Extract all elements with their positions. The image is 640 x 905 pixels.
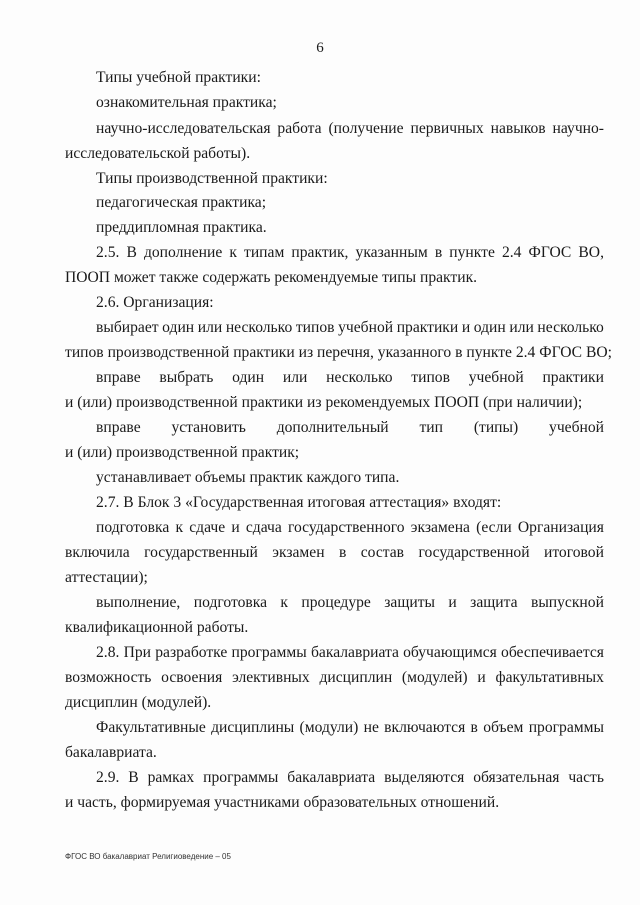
text-line: квалификационной работы. bbox=[65, 619, 249, 636]
text-line: 2.6. Организация: bbox=[96, 294, 214, 311]
text-line: Факультативные дисциплины (модули) не включаются в объем программы bbox=[96, 719, 604, 736]
text-line: 2.9. В рамках программы бакалавриата выделяются обязательная часть bbox=[96, 769, 604, 786]
text-line: устанавливает объемы практик каждого типа. bbox=[96, 469, 400, 486]
text-line: и часть, формируемая участниками образовательных отношений. bbox=[65, 794, 500, 811]
text-line: Типы учебной практики: bbox=[96, 69, 261, 86]
text-line: педагогическая практика; bbox=[96, 194, 267, 211]
text-line: 2.8. При разработке программы бакалавриата обучающимся обеспечивается bbox=[96, 644, 604, 661]
text-line: дисциплин (модулей). bbox=[65, 694, 212, 711]
text-line: 2.5. В дополнение к типам практик, указанным в пункте 2.4 ФГОС ВО, bbox=[96, 244, 604, 261]
text-line: типов производственной практики из перечня, указанного в пункте 2.4 ФГОС ВО; bbox=[65, 344, 612, 361]
text-line: выполнение, подготовка к процедуре защиты и защита выпускной bbox=[96, 594, 604, 611]
text-line: ознакомительная практика; bbox=[96, 94, 277, 111]
document-footer: ФГОС ВО бакалавриат Религиоведение – 05 bbox=[65, 852, 231, 861]
text-line: включила государственный экзамен в состав государственной итоговой bbox=[65, 544, 604, 561]
text-line: возможность освоения элективных дисциплин (модулей) и факультативных bbox=[65, 669, 604, 686]
text-line: 2.7. В Блок 3 «Государственная итоговая аттестация» входят: bbox=[96, 494, 502, 511]
text-line: бакалавриата. bbox=[65, 744, 157, 761]
text-line: исследовательской работы). bbox=[65, 145, 251, 162]
text-line: вправе установить дополнительный тип (типы) учебной bbox=[96, 419, 604, 436]
text-line: научно-исследовательская работа (получение первичных навыков научно- bbox=[96, 120, 604, 137]
text-line: Типы производственной практики: bbox=[96, 170, 328, 187]
text-line: выбирает один или несколько типов учебной практики и один или несколько bbox=[96, 319, 604, 336]
text-line: вправе выбрать один или несколько типов учебной практики bbox=[96, 369, 604, 386]
page-number: 6 bbox=[316, 40, 324, 56]
text-line: подготовка к сдаче и сдача государственного экзамена (если Организация bbox=[96, 519, 604, 536]
text-line: аттестации); bbox=[65, 569, 148, 586]
text-line: и (или) производственной практик; bbox=[65, 444, 300, 461]
text-line: преддипломная практика. bbox=[96, 219, 267, 236]
text-line: ПООП может также содержать рекомендуемые типы практик. bbox=[65, 269, 478, 286]
text-line: и (или) производственной практики из рекомендуемых ПООП (при наличии); bbox=[65, 394, 583, 411]
